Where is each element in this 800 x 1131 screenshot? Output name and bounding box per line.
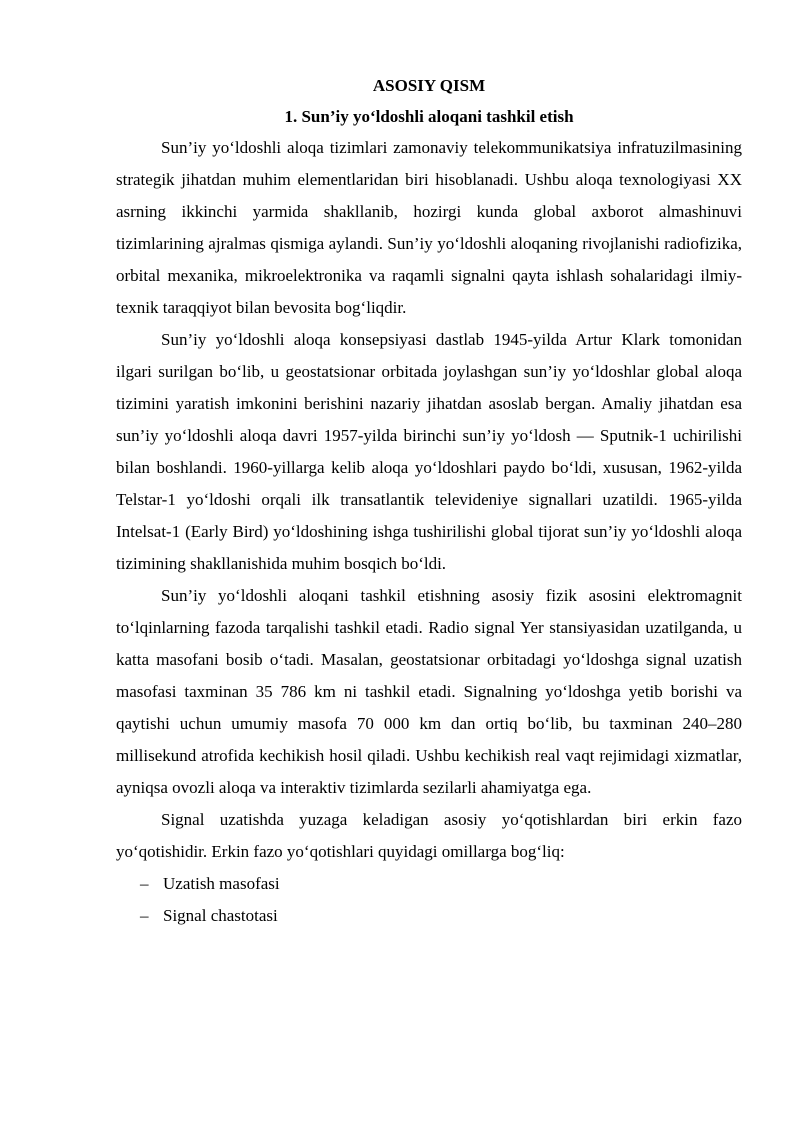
list-dash: – (140, 874, 149, 893)
list-item (116, 900, 742, 932)
factor-list (116, 868, 742, 932)
paragraph-4: Signal uzatishda yuzaga keladigan asosiy yo‘qotishlardan biri erkin fazo yo‘qotishidir. Erkin fazo yo‘qotishlari quyidagi omillarga bog‘liq: (116, 810, 742, 861)
list-item-text: Uzatish masofasi (163, 874, 280, 893)
main-heading: ASOSIY QISM (372, 76, 486, 95)
list-dash: – (140, 906, 149, 925)
list-item-text: Signal chastotasi (163, 906, 278, 925)
paragraph-1: Sun’iy yo‘ldoshli aloqa tizimlari zamonaviy telekommunikatsiya infratuzilmasining strategik jihatdan muhim elementlaridan biri hisoblanadi. Ushbu aloqa texnologiyasi XX asrning ikkinchi yarmida shakllanib, hozirgi kunda global axborot almashinuvi tizimlarining ajralmas qismiga aylandi. Sun’iy yo‘ldoshli aloqaning rivojlanishi radiofizika, orbital mexanika, mikroelektronika va raqamli signalni qayta ishlash sohalaridagi ilmiy-texnik taraqqiyot bilan bevosita bog‘liqdir. (116, 138, 742, 317)
section-heading: 1. Sun’iy yo‘ldoshli aloqani tashkil etish (284, 107, 574, 126)
paragraph-2: Sun’iy yo‘ldoshli aloqa konsepsiyasi dastlab 1945-yilda Artur Klark tomonidan ilgari surilgan bo‘lib, u geostatsionar orbitada joylashgan sun’iy yo‘ldoshlar global aloqa tizimini yaratish imkonini berishini nazariy jihatdan asoslab bergan. Amaliy jihatdan esa sun’iy yo‘ldoshli aloqa davri 1957-yilda birinchi sun’iy yo‘ldosh — Sputnik-1 uchirilishi bilan boshlandi. 1960-yillarga kelib aloqa yo‘ldoshlari paydo bo‘ldi, xususan, 1962-yilda Telstar-1 yo‘ldoshi orqali ilk transatlantik televideniye signallari uzatildi. 1965-yilda Intelsat-1 (Early Bird) yo‘ldoshining ishga tushirilishi global tijorat sun’iy yo‘ldoshli aloqa tizimining shakllanishida muhim bosqich bo‘ldi. (116, 330, 742, 573)
page-content (116, 70, 742, 932)
paragraph-3: Sun’iy yo‘ldoshli aloqani tashkil etishning asosiy fizik asosini elektromagnit to‘lqinlarning fazoda tarqalishi tashkil etadi. Radio signal Yer stansiyasidan uzatilganda, u katta masofani bosib o‘tadi. Masalan, geostatsionar orbitadagi yo‘ldoshga signal uzatish masofasi taxminan 35 786 km ni tashkil etadi. Signalning yo‘ldoshga yetib borishi va qaytishi uchun umumiy masofa 70 000 km dan ortiq bo‘lib, bu taxminan 240–280 millisekund atrofida kechikish hosil qiladi. Ushbu kechikish real vaqt rejimidagi xizmatlar, ayniqsa ovozli aloqa va interaktiv tizimlarda sezilarli ahamiyatga ega. (116, 586, 742, 797)
list-item (116, 868, 742, 900)
